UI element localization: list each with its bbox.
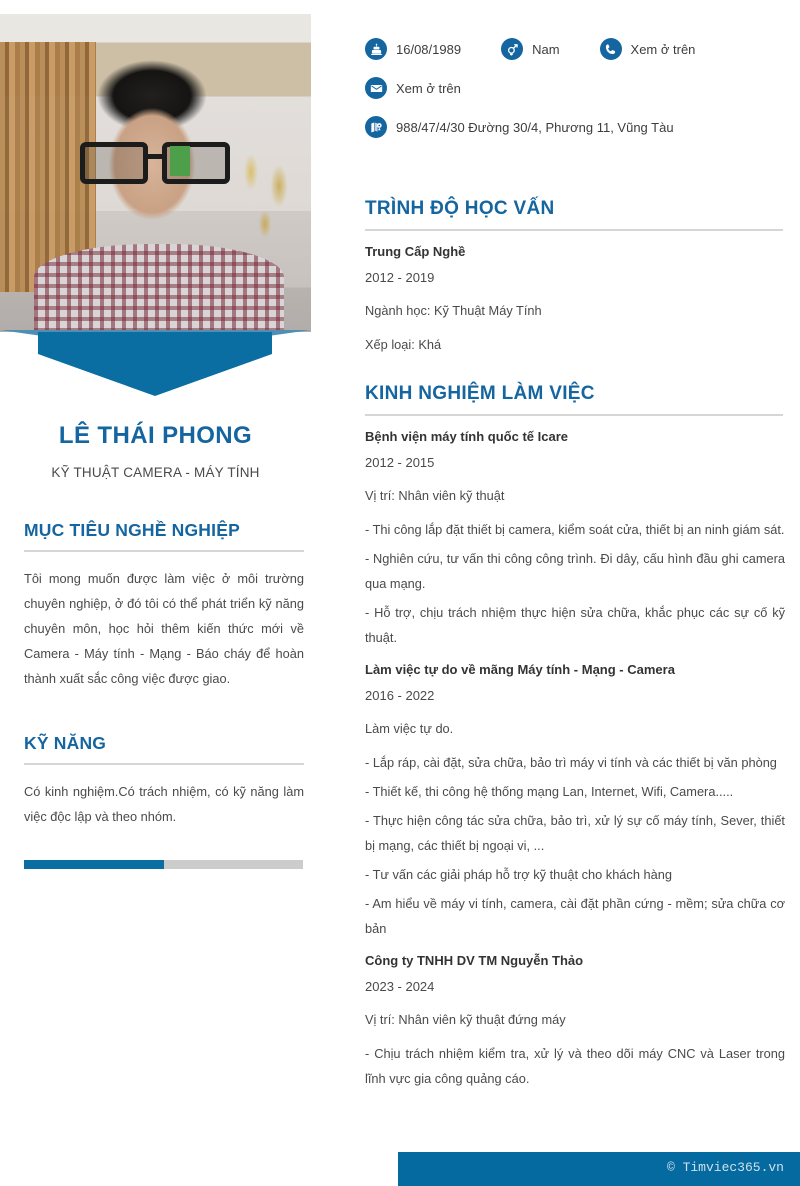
contact-email[interactable] [365, 77, 461, 99]
contact-row-3 [365, 116, 785, 138]
contact-row-2 [365, 77, 785, 99]
left-column [0, 0, 330, 1186]
experience-date: 2023 - 2024 [365, 979, 435, 994]
section-education [365, 198, 785, 357]
experience-duty: - Thực hiện công tác sửa chữa, bảo trì, xử lý sự cố máy tính, Sever, thiết bị mạng, các thiết bị ngoại vi, ... [365, 813, 785, 853]
experience-duty: - Hỗ trợ, chịu trách nhiệm thực hiện sửa chữa, khắc phục các sự cố kỹ thuật. [365, 605, 785, 645]
education-grade: Xếp loại: Khá [365, 337, 442, 352]
section-experience [365, 383, 785, 1091]
contact-row-1 [365, 38, 785, 60]
contact-phone[interactable] [600, 38, 696, 60]
page-title: LÊ THÁI PHONG [58, 422, 253, 449]
photo-background-decor [233, 132, 305, 252]
experience-entry [365, 953, 785, 1091]
profile-job-title: KỸ THUẬT CAMERA - MÁY TÍNH [51, 465, 260, 480]
experience-date: 2016 - 2022 [365, 688, 435, 703]
divider [24, 550, 304, 552]
section-skills-heading: KỸ NĂNG [24, 733, 107, 753]
skill-level-bar [24, 860, 303, 869]
gender-icon [501, 38, 523, 60]
photo-green-tag [170, 146, 190, 176]
experience-company: Làm việc tự do về mãng Máy tính - Mạng - Camera [365, 662, 675, 677]
right-column [365, 0, 785, 1095]
birthday-cake-icon [365, 38, 387, 60]
footer-watermark: © Timviec365.vn [666, 1160, 784, 1175]
contact-dob-label: 16/08/1989 [396, 41, 462, 57]
contact-dob[interactable] [365, 38, 461, 60]
section-education-heading: TRÌNH ĐỘ HỌC VẤN [365, 198, 555, 219]
photo-shirt [34, 244, 284, 332]
experience-position: Làm việc tự do. [365, 721, 454, 736]
divider [24, 763, 304, 765]
experience-position: Vị trí: Nhân viên kỹ thuật [365, 488, 505, 503]
photo-glasses-bridge [144, 154, 166, 159]
experience-position: Vị trí: Nhân viên kỹ thuật đứng máy [365, 1012, 566, 1027]
education-major: Ngành học: Kỹ Thuật Máy Tính [365, 303, 542, 318]
experience-duty: - Thi công lắp đặt thiết bị camera, kiểm soát cửa, thiết bị an ninh giám sát. [365, 522, 785, 537]
education-date: 2012 - 2019 [365, 270, 435, 285]
experience-entry [365, 662, 785, 941]
contact-address-label: 988/47/4/30 Đường 30/4, Phương 11, Vũng Tàu [396, 119, 674, 135]
photo-glasses [76, 142, 234, 176]
photo-image [0, 14, 311, 332]
footer-bar [398, 1152, 800, 1186]
profile-photo [0, 14, 311, 332]
contact-address[interactable] [365, 116, 674, 138]
divider [365, 414, 783, 416]
section-objective-body: Tôi mong muốn được làm việc ở môi trường chuyên nghiệp, ở đó tôi có thể phát triển kỹ năng chuyên môn, học hỏi thêm kiến thức mới về Camera - Máy tính - Mạng - Báo cháy để hoàn thành xuất sắc công việc được giao. [24, 571, 304, 686]
contact-email-label: Xem ở trên [396, 80, 461, 96]
experience-duty: - Thiết kế, thi công hệ thống mạng Lan, Internet, Wifi, Camera..... [365, 784, 734, 799]
education-school: Trung Cấp Nghề [365, 244, 466, 259]
contact-gender[interactable] [501, 38, 559, 60]
section-experience-heading: KINH NGHIỆM LÀM VIỆC [365, 383, 595, 404]
divider [365, 229, 783, 231]
email-icon [365, 77, 387, 99]
section-skills-body: Có kinh nghiệm.Có trách nhiệm, có kỹ năng làm việc độc lập và theo nhóm. [24, 784, 304, 824]
experience-duty: - Chịu trách nhiệm kiểm tra, xử lý và theo dõi máy CNC và Laser trong lĩnh vực gia công quảng cáo. [365, 1046, 785, 1086]
education-entry [365, 244, 785, 357]
location-icon [365, 116, 387, 138]
experience-company: Công ty TNHH DV TM Nguyễn Thảo [365, 953, 584, 968]
experience-duty: - Am hiểu về máy vi tính, camera, cài đặt phần cứng - mềm; sửa chữa cơ bản [365, 896, 785, 936]
section-skills [24, 733, 304, 829]
contact-gender-label: Nam [532, 41, 560, 57]
experience-entry [365, 429, 785, 650]
experience-duty: - Lắp ráp, cài đặt, sửa chữa, bảo trì máy vi tính và các thiết bị văn phòng [365, 755, 777, 770]
experience-duty: - Nghiên cứu, tư vấn thi công công trình. Đi dây, cấu hình đầu ghi camera qua mạng. [365, 551, 785, 591]
experience-date: 2012 - 2015 [365, 455, 435, 470]
section-objective-heading: MỤC TIÊU NGHỀ NGHIỆP [24, 520, 240, 540]
skill-level-fill [24, 860, 164, 869]
experience-duty: - Tư vấn các giải pháp hỗ trợ kỹ thuật cho khách hàng [365, 867, 672, 882]
contact-phone-label: Xem ở trên [630, 41, 696, 57]
phone-icon [600, 38, 622, 60]
photo-arrow-down [38, 332, 272, 396]
section-objective [24, 520, 304, 691]
experience-company: Bệnh viện máy tính quốc tế Icare [365, 429, 568, 444]
